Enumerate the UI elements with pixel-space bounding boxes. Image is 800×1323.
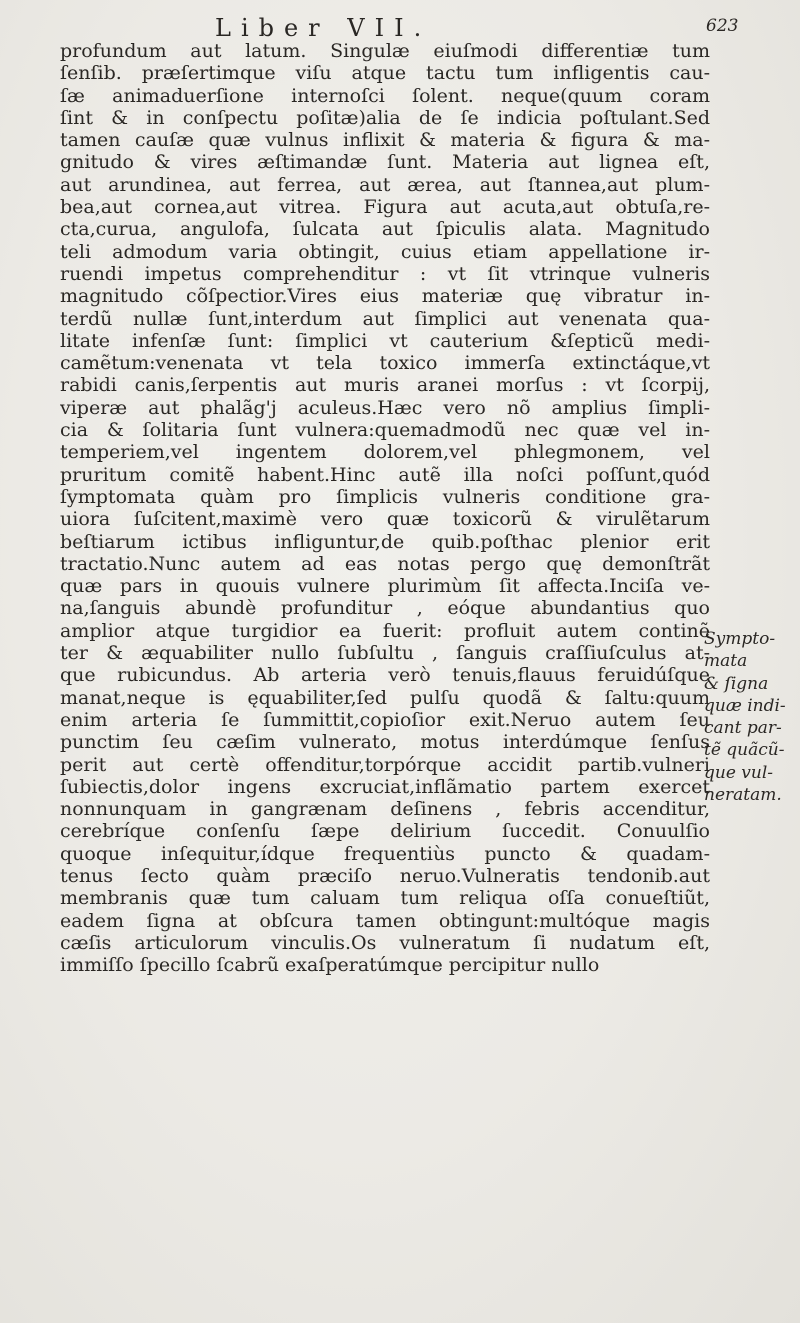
margin-note: [704, 628, 796, 806]
margin-note-line: mata: [704, 651, 748, 672]
text-line: ſint & in conſpectu poſitæ)alia de ſe indicia poſtulant.Sed: [60, 106, 710, 129]
text-line: ſubiectis,dolor ingens excruciat,inflãmatio partem exercet: [60, 775, 710, 798]
text-line: immiſſo ſpecillo ſcabrũ exaſperatúmque percipitur nullo: [60, 954, 600, 977]
text-line: punctim ſeu cæſim vulnerato, motus interdúmque ſenſus: [60, 731, 710, 754]
text-line: cæſis articulorum vinculis.Os vulneratum ſi nudatum eſt,: [60, 931, 710, 954]
text-line: cta,curua, angulofa, ſulcata aut ſpiculis alata. Magnitudo: [60, 218, 710, 241]
text-line: tenus ſecto quàm præciſo neruo.Vulneratis tendonib.aut: [60, 864, 710, 887]
text-line: temperiem,vel ingentem dolorem,vel phlegmonem, vel: [60, 441, 710, 464]
text-line: teli admodum varia obtingit, cuius etiam appellatione ir-: [60, 240, 710, 263]
margin-note-line: que vul-: [704, 762, 774, 783]
margin-note-line: & ſigna: [704, 673, 769, 694]
text-line: cerebríque conſenſu ſæpe delirium ſuccedit. Conuulſio: [60, 820, 710, 843]
text-line: magnitudo cõſpectior.Vires eius materiæ quę vibratur in-: [60, 285, 710, 308]
text-line: perit aut certè offenditur,torpórque accidit partib.vulneri: [60, 753, 710, 776]
text-line: ter & æquabiliter nullo ſubſultu , ſanguis craſſiuſculus at-: [60, 642, 710, 665]
text-line: terdũ nullæ ſunt,interdum aut ſimplici aut venenata qua-: [60, 307, 710, 330]
text-line: na,ſanguis abundè profunditur , eóque abundantius quo: [60, 597, 710, 620]
text-line: camẽtum:venenata vt tela toxico immerſa extinctáque,vt: [60, 352, 710, 375]
body-text: [60, 40, 710, 976]
text-line: cia & ſolitaria ſunt vulnera:quemadmodũ nec quæ vel in-: [60, 419, 710, 442]
text-line: pruritum comitẽ habent.Hinc autẽ illa noſci poſſunt,quód: [60, 463, 710, 486]
text-line: enim arteria ſe ſummittit,copioſior exit.Neruo autem ſeu: [60, 708, 710, 731]
text-line: profundum aut latum. Singulæ eiuſmodi differentiæ tum: [60, 40, 710, 62]
text-line: quoque inſequitur,ídque frequentiùs puncto & quadam-: [60, 842, 710, 865]
text-line: gnitudo & vires æſtimandæ ſunt. Materia aut lignea eſt,: [60, 151, 710, 174]
margin-note-line: quæ indi-: [704, 695, 786, 716]
margin-note-line: Sympto-: [704, 629, 776, 649]
text-line: tractatio.Nunc autem ad eas notas pergo quę demonſtrãt: [60, 552, 710, 575]
text-line: litate infenſæ ſunt: ſimplici vt cauterium &ſepticũ medi-: [60, 329, 710, 352]
text-line: ſymptomata quàm pro ſimplicis vulneris conditione gra-: [60, 485, 710, 508]
text-line: beſtiarum ictibus infliguntur,de quib.poſthac plenior erit: [60, 530, 710, 553]
text-line: tamen cauſæ quæ vulnus inflixit & materia & figura & ma-: [60, 129, 710, 152]
text-line: ruendi impetus comprehenditur : vt ſit vtrinque vulneris: [60, 262, 710, 285]
text-line: nonnunquam in gangrænam deſinens , febris accenditur,: [60, 798, 710, 821]
margin-note-line: cant par-: [704, 718, 782, 739]
margin-note-line: tẽ quãcũ-: [704, 740, 785, 761]
text-line: uiora ſuſcitent,maximè vero quæ toxicorũ & virulẽtarum: [60, 508, 710, 531]
text-line: aut arundinea, aut ferrea, aut ærea, aut ſtannea,aut plum-: [60, 173, 710, 196]
text-line: amplior atque turgidior ea fuerit: profluit autem continẽ: [60, 619, 710, 642]
text-line: ſenſib. præſertimque viſu atque tactu tum infligentis cau-: [60, 62, 710, 85]
text-line: quæ pars in quouis vulnere plurimùm ſit affecta.Inciſa ve-: [60, 575, 710, 598]
text-line: rabidi canis,ſerpentis aut muris aranei morſus : vt ſcorpij,: [60, 374, 710, 397]
text-line: bea,aut cornea,aut vitrea. Figura aut acuta,aut obtuſa,re-: [60, 196, 710, 219]
text-line: eadem ſigna at obſcura tamen obtingunt:multóque magis: [60, 909, 710, 932]
text-line: membranis quæ tum caluam tum reliqua oſſa conueſtiũt,: [60, 887, 710, 910]
text-line: ſæ animaduerſione internoſci ſolent. neque(quum coram: [60, 84, 710, 107]
margin-note-line: neratam.: [704, 785, 782, 806]
text-line: que rubicundus. Ab arteria verò tenuis,flauus feruidúſque: [60, 664, 710, 687]
text-line: viperæ aut phalãg'j aculeus.Hæc vero nõ amplius ſimpli-: [60, 396, 710, 419]
page-number: 623: [706, 16, 739, 36]
running-head: Liber VII.: [215, 14, 432, 42]
text-line: manat,neque is ęquabiliter,ſed pulſu quodã & ſaltu:quum: [60, 686, 710, 709]
